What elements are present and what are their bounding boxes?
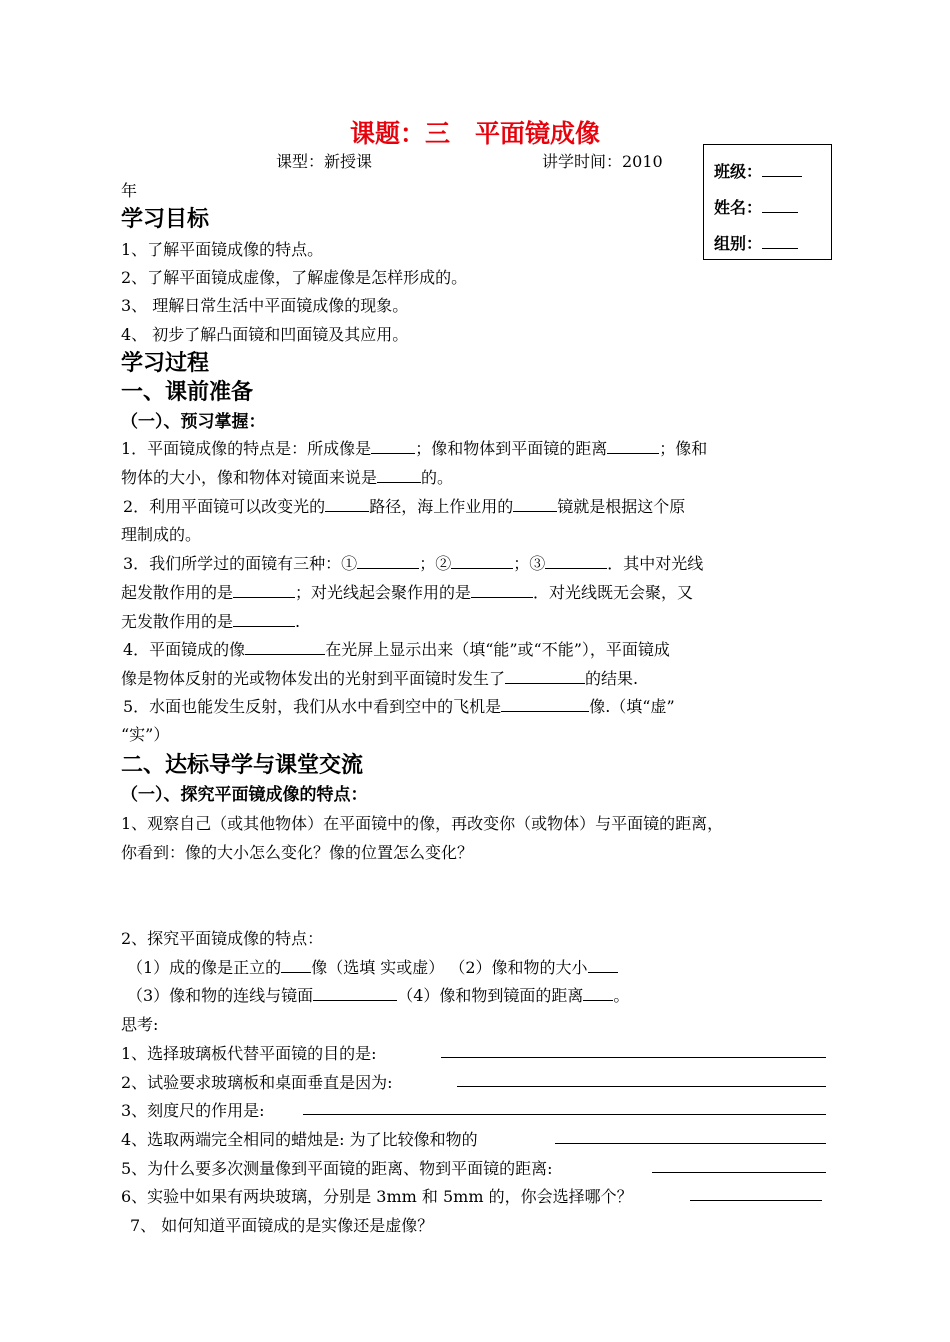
answer-blank[interactable] — [513, 497, 557, 512]
prep-q2-line2: 理制成的。 — [121, 525, 202, 544]
prep-q2-line1: 2．利用平面镜可以改变光的 路径，海上作业用的 镜就是根据这个原 — [123, 497, 686, 516]
prep-q3-line2: 起发散作用的是 ；对光线起会聚作用的是 ．对光线既无会聚，又 — [121, 583, 694, 602]
answer-blank[interactable] — [505, 669, 585, 684]
prep-q4-line1: 4．平面镜成的像 在光屏上显示出来（填“能”或“不能”），平面镜成 — [123, 640, 670, 659]
explore-q2-row2: （3）像和物的连线与镜面 （4）像和物到镜面的距离 。 — [127, 986, 630, 1005]
think-item: 7、 如何知道平面镜成的是实像还是虚像？ — [130, 1216, 434, 1235]
think-item: 4、选取两端完全相同的蜡烛是: 为了比较像和物的 — [121, 1130, 478, 1149]
answer-blank[interactable] — [245, 640, 325, 655]
name-label: 姓名： — [714, 198, 763, 217]
answer-line[interactable] — [652, 1172, 826, 1173]
answer-blank[interactable] — [357, 554, 419, 569]
explore-q1-line2: 你看到：像的大小怎么变化？像的位置怎么变化？ — [121, 843, 474, 862]
part2-heading: 二、达标导学与课堂交流 — [121, 753, 364, 778]
answer-blank[interactable] — [471, 583, 533, 598]
lesson-type: 课型：新授课 — [276, 152, 373, 171]
part1-subheading: （一）、预习掌握： — [121, 412, 266, 432]
answer-blank[interactable] — [281, 958, 311, 973]
class-field[interactable] — [762, 162, 802, 177]
prep-q4-line2: 像是物体反射的光或物体发出的光射到平面镜时发生了 的结果. — [121, 669, 639, 688]
lesson-time: 讲学时间：2010 — [542, 152, 663, 171]
explore-q2-row1: （1）成的像是正立的 像（选填 实或虚） （2）像和物的大小 — [127, 955, 618, 978]
part1-heading: 一、课前准备 — [121, 380, 254, 405]
part2-subheading: （一）、探究平面镜成像的特点： — [121, 785, 368, 805]
page-title: 课题：三 平面镜成像 — [349, 119, 600, 148]
answer-blank[interactable] — [583, 986, 613, 1001]
prep-q3-line3: 无发散作用的是 . — [121, 612, 301, 631]
name-field[interactable] — [762, 198, 798, 213]
answer-blank[interactable] — [325, 497, 369, 512]
answer-line[interactable] — [690, 1200, 822, 1201]
answer-line[interactable] — [457, 1086, 826, 1087]
process-heading: 学习过程 — [121, 351, 210, 376]
answer-blank[interactable] — [501, 697, 589, 712]
answer-blank[interactable] — [607, 439, 659, 454]
student-info-box — [703, 144, 832, 260]
prep-q3-line1: 3．我们所学过的面镜有三种：① ；② ；③ ．其中对光线 — [123, 554, 704, 573]
answer-blank[interactable] — [588, 958, 618, 973]
prep-q1-line2: 物体的大小，像和物体对镜面来说是 的。 — [121, 468, 454, 487]
group-row — [714, 231, 798, 254]
class-row — [714, 159, 802, 182]
answer-blank[interactable] — [233, 612, 295, 627]
objective-item: 1、了解平面镜成像的特点。 — [121, 240, 324, 259]
name-row — [714, 195, 798, 218]
think-item: 2、试验要求玻璃板和桌面垂直是因为: — [121, 1073, 393, 1092]
explore-q2-title: 2、探究平面镜成像的特点： — [121, 929, 324, 948]
answer-blank[interactable] — [371, 439, 415, 454]
objectives-heading: 学习目标 — [121, 207, 210, 232]
prep-q1-line1: 1．平面镜成像的特点是：所成像是 ；像和物体到平面镜的距离 ；像和 — [121, 439, 708, 458]
answer-line[interactable] — [303, 1114, 826, 1115]
group-label: 组别： — [714, 234, 763, 253]
objective-item: 4、 初步了解凸面镜和凹面镜及其应用。 — [121, 325, 409, 344]
think-item: 1、选择玻璃板代替平面镜的目的是: — [121, 1044, 377, 1063]
answer-blank[interactable] — [377, 468, 421, 483]
think-label: 思考: — [121, 1015, 159, 1034]
prep-q5-line1: 5．水面也能发生反射，我们从水中看到空中的飞机是 像.（填“虚” — [123, 697, 675, 716]
lesson-year: 年 — [121, 181, 138, 200]
answer-line[interactable] — [441, 1057, 826, 1058]
answer-blank[interactable] — [233, 583, 295, 598]
answer-line[interactable] — [555, 1143, 826, 1144]
group-field[interactable] — [762, 234, 798, 249]
think-item: 6、实验中如果有两块玻璃，分别是 3mm 和 5mm 的，你会选择哪个？ — [121, 1187, 633, 1206]
prep-q5-line2: “实”） — [121, 725, 170, 744]
think-item: 3、刻度尺的作用是: — [121, 1101, 265, 1120]
answer-blank[interactable] — [313, 986, 397, 1001]
think-item: 5、为什么要多次测量像到平面镜的距离、物到平面镜的距离: — [121, 1159, 553, 1178]
class-label: 班级： — [714, 162, 763, 181]
answer-blank[interactable] — [545, 554, 607, 569]
explore-q1-line1: 1、观察自己（或其他物体）在平面镜中的像，再改变你（或物体）与平面镜的距离， — [121, 814, 724, 833]
objective-item: 3、 理解日常生活中平面镜成像的现象。 — [121, 296, 409, 315]
answer-blank[interactable] — [451, 554, 513, 569]
objective-item: 2、了解平面镜成虚像，了解虚像是怎样形成的。 — [121, 268, 468, 287]
